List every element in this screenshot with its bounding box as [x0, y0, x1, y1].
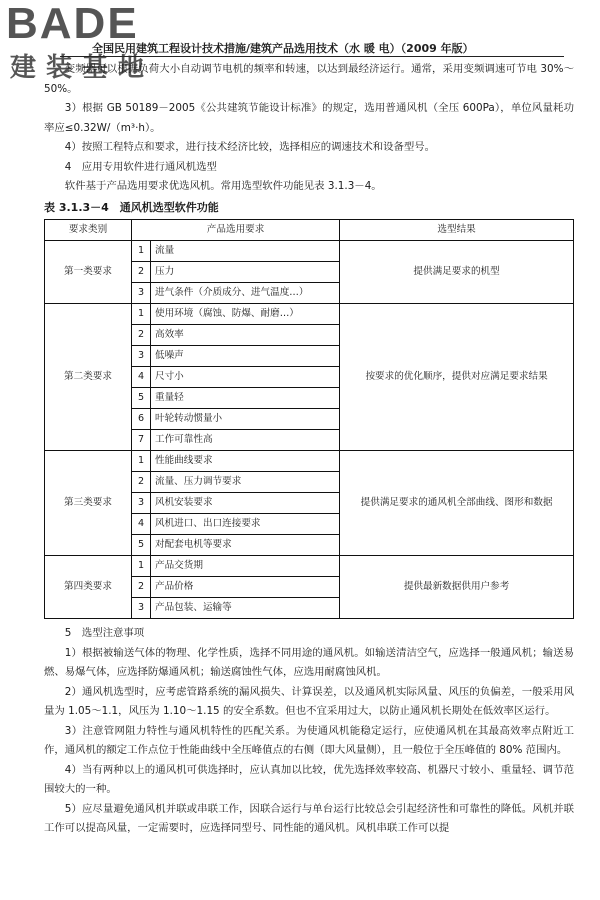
page-content: [44, 60, 574, 839]
requirement-text: 工作可靠性高: [151, 430, 340, 451]
item-number: 5: [132, 388, 151, 409]
item-number: 2: [132, 262, 151, 283]
item-number: 3: [132, 346, 151, 367]
item-number: 1: [132, 451, 151, 472]
selection-result: 提供满足要求的通风机全部曲线、图形和数据: [340, 451, 574, 556]
table-header-row: [45, 220, 574, 241]
selection-result: 提供满足要求的机型: [340, 241, 574, 304]
requirement-text: 对配套电机等要求: [151, 535, 340, 556]
selection-result: 提供最新数据供用户参考: [340, 556, 574, 619]
requirement-text: 产品交货期: [151, 556, 340, 577]
header-category: 要求类别: [45, 220, 132, 241]
table-caption: 表 3.1.3－4 通风机选型软件功能: [44, 200, 219, 214]
page-header-title: 全国民用建筑工程设计技术措施/建筑产品选用技术（水 暖 电）（2009 年版）: [92, 42, 474, 55]
item-number: 4: [132, 514, 151, 535]
section-4-title: 4 应用专用软件进行通风机选型: [64, 160, 217, 173]
requirement-category: 第三类要求: [45, 451, 132, 556]
requirement-text: 尺寸小: [151, 367, 340, 388]
section-5-title: 5 选型注意事项: [64, 627, 145, 639]
requirement-text: 低噪声: [151, 346, 340, 367]
requirement-text: 使用环境（腐蚀、防爆、耐磨…）: [151, 304, 340, 325]
item-number: 2: [132, 325, 151, 346]
requirement-text: 性能曲线要求: [151, 451, 340, 472]
requirement-category: 第二类要求: [45, 304, 132, 451]
requirement-text: 叶轮转动惯量小: [151, 409, 340, 430]
requirement-text: 产品包装、运输等: [151, 598, 340, 619]
intro-item-3: 3）根据 GB 50189－2005《公共建筑节能设计标准》的规定，选用普通风机（全压 600Pa），单位风量耗功率应≤0.32W/（m³·h）。: [44, 102, 574, 134]
item-number: 3: [132, 283, 151, 304]
section-4-text: 软件基于产品选用要求优选风机。常用选型软件功能见表 3.1.3－4。: [64, 180, 382, 192]
section-5-item-3: 3）注意管网阻力特性与通风机特性的匹配关系。为使通风机能稳定运行，应使通风机在其最高效率点附近工作，通风机的额定工作点位于性能曲线中全压峰值点的右侧（即大风量侧），且一般位于全压峰值的 80% 范围内。: [44, 724, 574, 756]
requirement-text: 流量: [151, 241, 340, 262]
table-row: [45, 304, 574, 325]
header-divider: [60, 56, 564, 57]
item-number: 5: [132, 535, 151, 556]
table-row: [45, 556, 574, 577]
section-5-item-1: 1）根据被输送气体的物理、化学性质，选择不同用途的通风机。如输送清洁空气，应选择一般通风机；输送易燃、易爆气体，应选择防爆通风机；输送腐蚀性气体，应选用耐腐蚀风机。: [44, 646, 574, 678]
logo-wordmark: BADE: [6, 0, 139, 48]
item-number: 1: [132, 556, 151, 577]
requirement-text: 风机进口、出口连接要求: [151, 514, 340, 535]
section-5-item-5: 5）应尽量避免通风机并联或串联工作，因联合运行与单台运行比较总会引起经济性和可靠性的降低。风机并联工作可以提高风量，一定需要时，应选择同型号、同性能的通风机。风机串联工作可以提: [44, 802, 574, 834]
item-number: 4: [132, 367, 151, 388]
requirement-text: 产品价格: [151, 577, 340, 598]
requirement-text: 进气条件（介质成分、进气温度…）: [151, 283, 340, 304]
item-number: 1: [132, 304, 151, 325]
table-row: [45, 451, 574, 472]
requirement-text: 重量轻: [151, 388, 340, 409]
requirement-text: 高效率: [151, 325, 340, 346]
item-number: 2: [132, 472, 151, 493]
item-number: 3: [132, 493, 151, 514]
table-row: [45, 241, 574, 262]
section-5-item-2: 2）通风机选型时，应考虑管路系统的漏风损失、计算误差，以及通风机实际风量、风压的负偏差，一般采用风量为 1.05～1.1，风压为 1.10～1.15 的安全系数。但也不宜采用过大，以防止通风机长期处在低效率区运行。: [44, 685, 574, 717]
header-requirement: 产品选用要求: [132, 220, 340, 241]
item-number: 6: [132, 409, 151, 430]
requirement-text: 流量、压力调节要求: [151, 472, 340, 493]
item-number: 3: [132, 598, 151, 619]
logo-subtitle: 建装基地: [10, 53, 155, 83]
fan-software-table: [44, 219, 574, 619]
intro-item-4: 4）按照工程特点和要求，进行技术经济比较，选择相应的调速技术和设备型号。: [64, 141, 436, 153]
requirement-category: 第四类要求: [45, 556, 132, 619]
item-number: 7: [132, 430, 151, 451]
section-5-item-4: 4）当有两种以上的通风机可供选择时，应认真加以比较，优先选择效率较高、机器尺寸较小、重量轻、调节范围较大的一种。: [44, 763, 574, 795]
selection-result: 按要求的优化顺序，提供对应满足要求结果: [340, 304, 574, 451]
requirement-text: 压力: [151, 262, 340, 283]
intro-paragraph: 变频器可以根据负荷大小自动调节电机的频率和转速，以达到最经济运行。通常，采用变频调速可节电 30%～50%。: [44, 63, 574, 95]
item-number: 1: [132, 241, 151, 262]
item-number: 2: [132, 577, 151, 598]
requirement-text: 风机安装要求: [151, 493, 340, 514]
requirement-category: 第一类要求: [45, 241, 132, 304]
header-result: 选型结果: [340, 220, 574, 241]
